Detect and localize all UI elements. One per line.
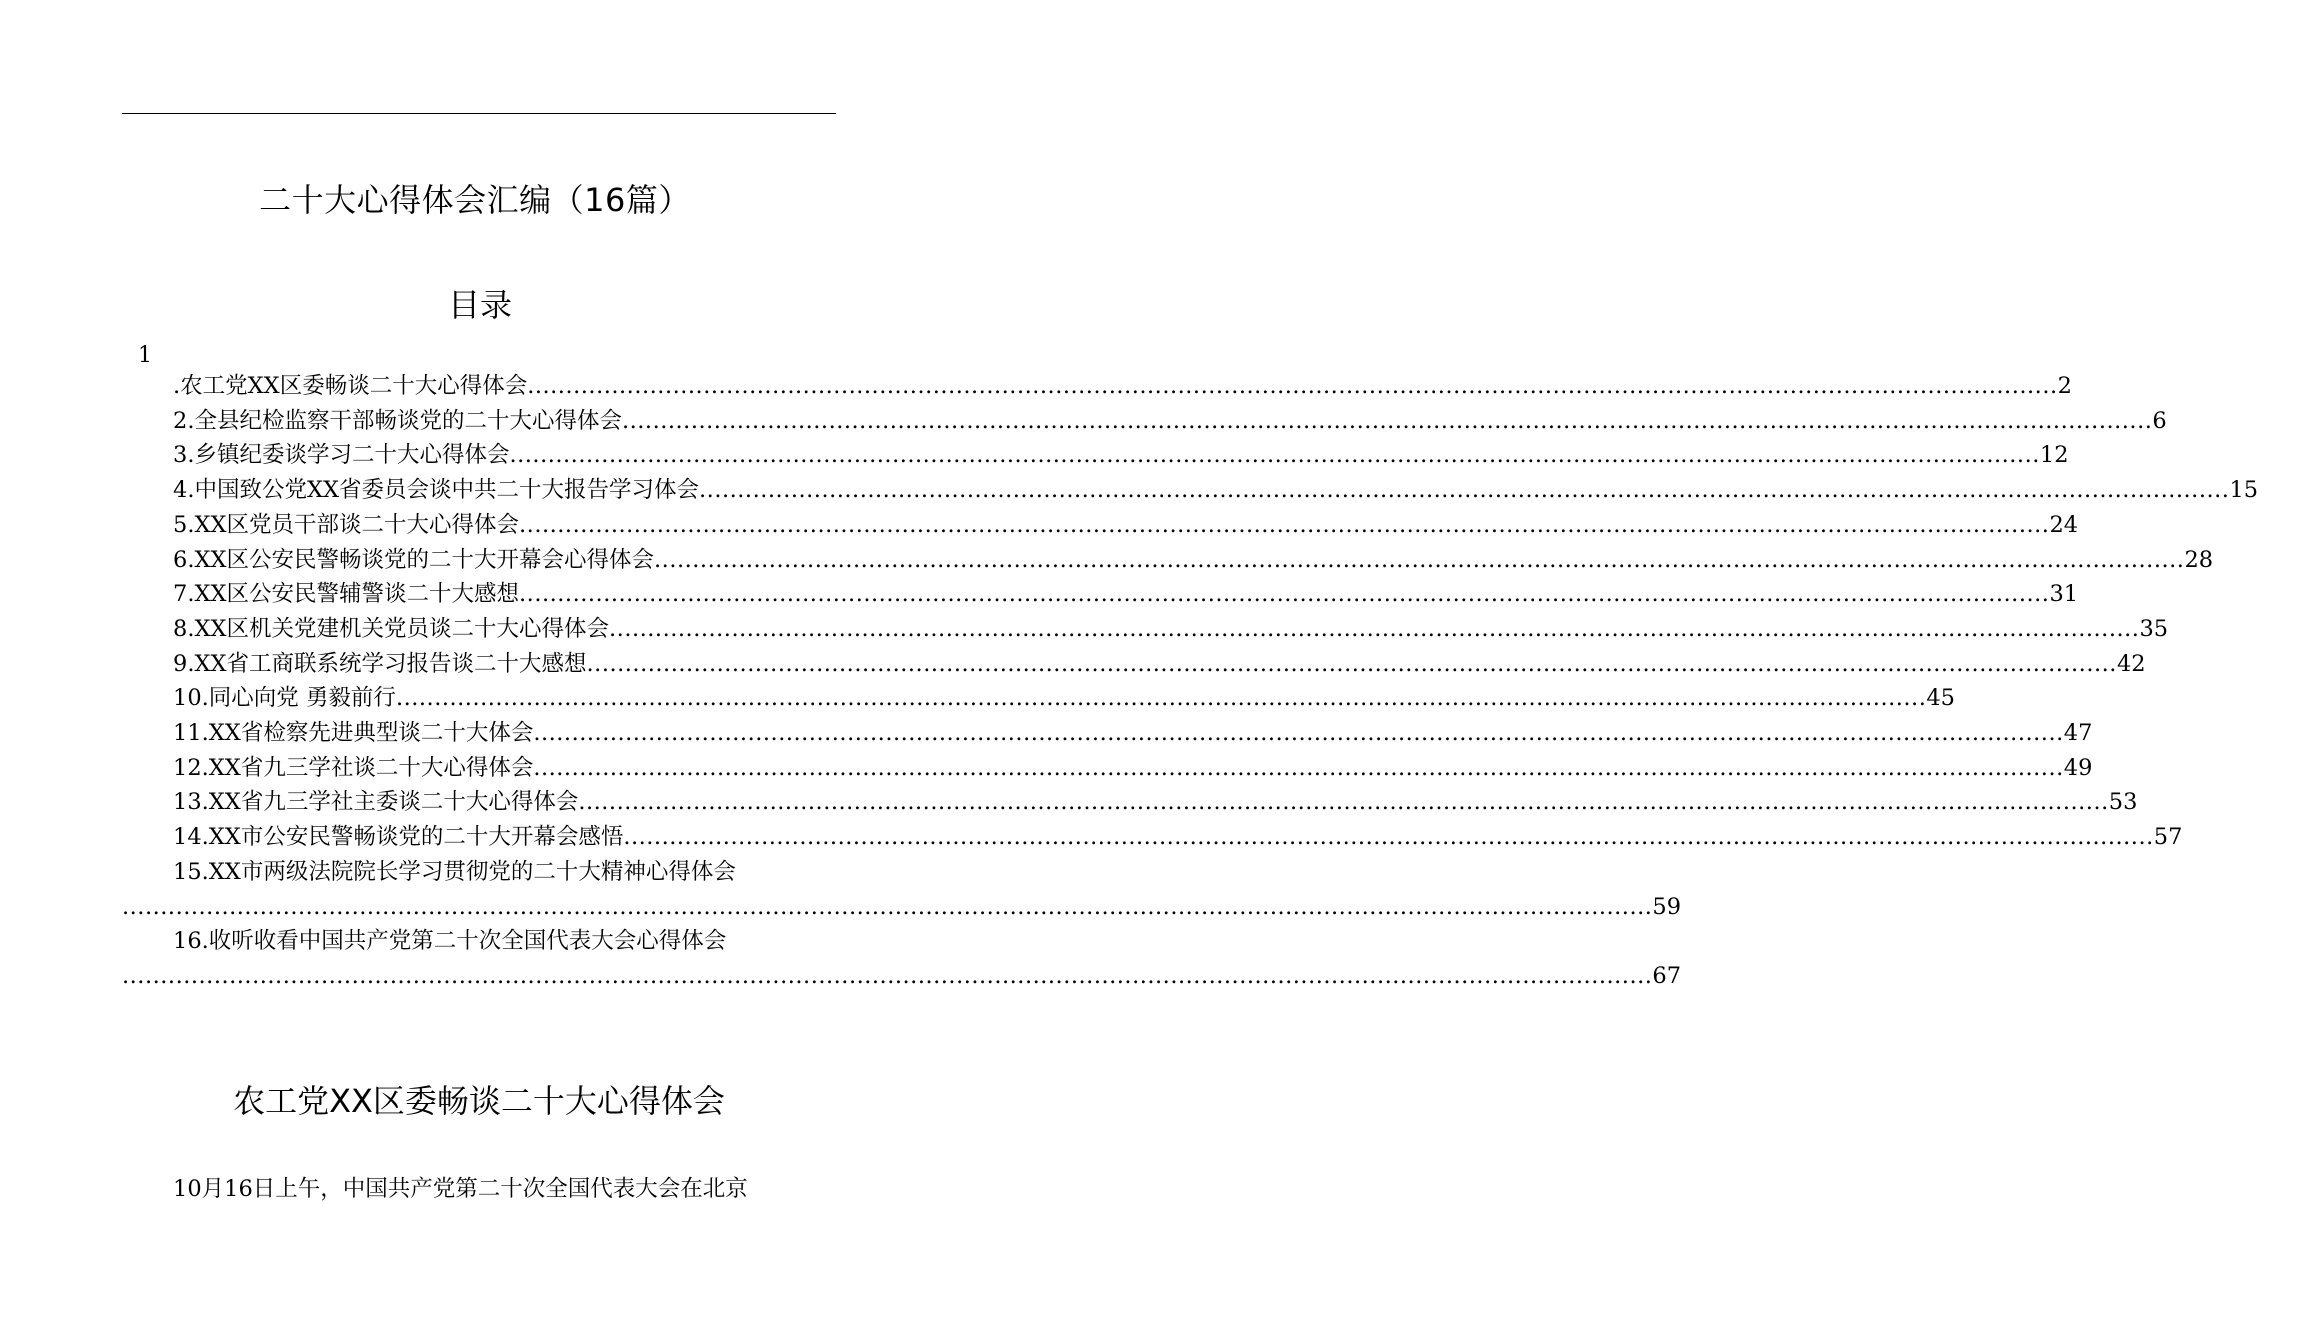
toc-entry[interactable] xyxy=(122,716,2093,751)
toc-entry[interactable] xyxy=(122,438,2069,473)
toc-page-number: 12 xyxy=(2039,442,2069,469)
toc-leader-dots: ........................................................................................................................................................................................................ xyxy=(122,893,1653,920)
document-title: 二十大心得体会汇编（16篇） xyxy=(259,181,691,219)
toc-entry-label: 5.XX区党员干部谈二十大心得体会 xyxy=(173,511,520,538)
toc-leader-dots: ........................................................................................................................................................................................................ xyxy=(395,685,1927,712)
toc-entry[interactable] xyxy=(122,473,2259,508)
toc-page-number: 59 xyxy=(1652,893,1682,920)
toc-entry-label: 11.XX省检察先进典型谈二十大体会 xyxy=(173,720,534,747)
toc-leader-dots: ........................................................................................................................................................................................................ xyxy=(699,477,2230,504)
toc-entry[interactable] xyxy=(122,508,2079,543)
toc-leader-dots: ........................................................................................................................................................................................................ xyxy=(609,615,2140,642)
toc-page-number: 35 xyxy=(2139,615,2169,642)
toc-leader-dots: ........................................................................................................................................................................................................ xyxy=(527,373,2058,399)
toc-leader-dots: ........................................................................................................................................................................................................ xyxy=(654,546,2185,573)
toc-leader-dots: ........................................................................................................................................................................................................ xyxy=(533,754,2064,781)
toc-heading: 目录 xyxy=(447,286,512,324)
stray-number: 1 xyxy=(138,343,152,368)
toc-page-number: 6 xyxy=(2152,407,2167,434)
toc-entry[interactable] xyxy=(122,820,2183,855)
toc-page-number: 45 xyxy=(1926,685,1955,712)
toc-leader-dots: ........................................................................................................................................................................................................ xyxy=(122,962,1653,989)
toc-entry-label: 10.同心向党 勇毅前行 xyxy=(173,685,396,712)
first-paragraph: 10月16日上午，中国共产党第二十次全国代表大会在北京 xyxy=(173,1176,748,1202)
toc-page-number: 57 xyxy=(2153,824,2183,851)
toc-entry-label: 8.XX区机关党建机关党员谈二十大心得体会 xyxy=(173,615,610,642)
toc-entry-label: 15.XX市两级法院院长学习贯彻党的二十大精神心得体会 xyxy=(173,858,736,885)
toc-page-number: 31 xyxy=(2049,581,2079,608)
toc-entry-label: 13.XX省九三学社主委谈二十大心得体会 xyxy=(173,789,579,816)
toc-leader-dots: ........................................................................................................................................................................................................ xyxy=(533,720,2064,747)
section-title: 农工党XX区委畅谈二十大心得体会 xyxy=(233,1082,725,1120)
toc-entry-label: .农工党XX区委畅谈二十大心得体会 xyxy=(173,373,528,399)
toc-page-number: 53 xyxy=(2108,789,2138,816)
toc-entry-label: 16.收听收看中国共产党第二十次全国代表大会心得体会 xyxy=(173,928,727,955)
toc-leader-dots: ........................................................................................................................................................................................................ xyxy=(519,511,2050,538)
toc-entry[interactable] xyxy=(122,855,1682,924)
toc-entry[interactable] xyxy=(122,404,2167,439)
toc-leader-dots: ........................................................................................................................................................................................................ xyxy=(623,824,2154,851)
toc-entry[interactable] xyxy=(122,612,2169,647)
toc-entry[interactable] xyxy=(122,369,2072,404)
table-of-contents xyxy=(122,369,2259,994)
toc-entry[interactable] xyxy=(122,543,2214,578)
toc-entry-label: 4.中国致公党XX省委员会谈中共二十大报告学习体会 xyxy=(173,477,700,504)
toc-leader-dots: ........................................................................................................................................................................................................ xyxy=(578,789,2109,816)
toc-entry-label: 9.XX省工商联系统学习报告谈二十大感想 xyxy=(173,650,587,677)
toc-page-number: 49 xyxy=(2063,754,2093,781)
toc-entry-label: 7.XX区公安民警辅警谈二十大感想 xyxy=(173,581,520,608)
toc-leader-dots: ........................................................................................................................................................................................................ xyxy=(509,442,2040,469)
toc-leader-dots: ........................................................................................................................................................................................................ xyxy=(519,581,2050,608)
toc-page-number: 15 xyxy=(2229,477,2259,504)
toc-entry-label: 12.XX省九三学社谈二十大心得体会 xyxy=(173,754,534,781)
toc-entry[interactable] xyxy=(122,647,2146,682)
toc-leader-dots: ........................................................................................................................................................................................................ xyxy=(621,407,2153,434)
toc-page-number: 2 xyxy=(2057,373,2072,399)
toc-entry-label: 2.全县纪检监察干部畅谈党的二十大心得体会 xyxy=(173,407,622,434)
toc-entry[interactable] xyxy=(122,577,2079,612)
toc-page-number: 28 xyxy=(2184,546,2214,573)
toc-leader-dots: ........................................................................................................................................................................................................ xyxy=(586,650,2117,677)
toc-entry-label: 6.XX区公安民警畅谈党的二十大开幕会心得体会 xyxy=(173,546,655,573)
toc-page-number: 47 xyxy=(2063,720,2093,747)
toc-entry[interactable] xyxy=(122,924,1682,993)
toc-page-number: 24 xyxy=(2049,511,2079,538)
toc-entry-label: 14.XX市公安民警畅谈党的二十大开幕会感悟 xyxy=(173,824,624,851)
toc-entry[interactable] xyxy=(122,681,1955,716)
toc-entry[interactable] xyxy=(122,785,2138,820)
toc-page-number: 67 xyxy=(1652,962,1682,989)
toc-entry[interactable] xyxy=(122,751,2093,786)
toc-page-number: 42 xyxy=(2116,650,2146,677)
toc-entry-label: 3.乡镇纪委谈学习二十大心得体会 xyxy=(173,442,510,469)
header-rule xyxy=(122,113,836,114)
